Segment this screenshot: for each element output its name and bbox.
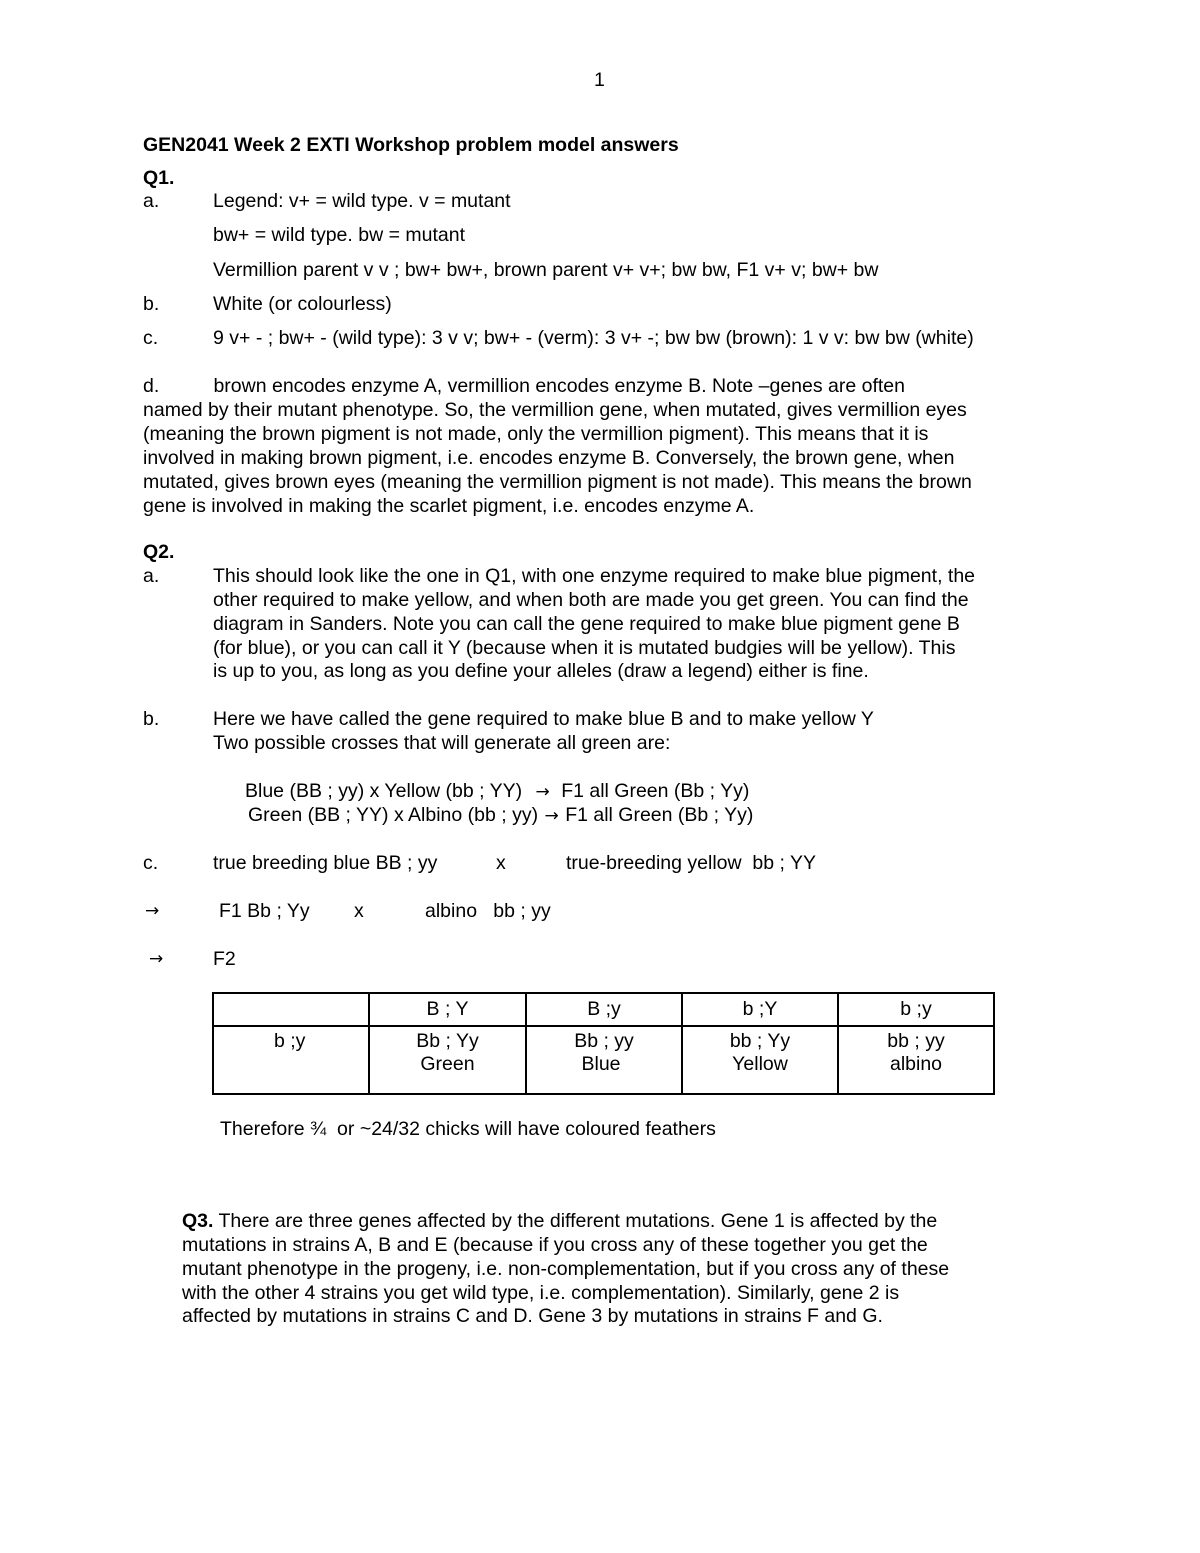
q2-heading: Q2.: [143, 541, 175, 563]
cell-genotype: bb ; Yy: [729, 1030, 791, 1052]
q2-b-line2: Two possible crosses that will generate all green are:: [213, 732, 671, 754]
cell-phenotype: Green: [420, 1053, 475, 1075]
q2-a-line: other required to make yellow, and when both are made you get green. You can find the: [213, 589, 969, 611]
table-row-label: b ;y: [213, 1026, 369, 1094]
q1-b-label: b.: [143, 293, 160, 315]
cell-genotype: bb ; yy: [887, 1030, 945, 1052]
table-cell: [682, 1026, 838, 1094]
table-header-cell: B ; Y: [369, 993, 526, 1026]
table-header-row: [213, 993, 994, 1026]
document-title: GEN2041 Week 2 EXTI Workshop problem model answers: [143, 134, 679, 156]
q1-c-label: c.: [143, 327, 159, 349]
q1-d-line: named by their mutant phenotype. So, the vermillion gene, when mutated, gives vermillion eyes: [143, 399, 967, 421]
q2-c-label: c.: [143, 852, 159, 874]
q1-heading: Q1.: [143, 167, 175, 189]
table-header-cell: [213, 993, 369, 1026]
q3-heading: Q3.: [182, 1210, 214, 1232]
table-header-cell: b ;Y: [682, 993, 838, 1026]
arrow-icon: →: [149, 949, 164, 969]
q2-b-line1: Here we have called the gene required to make blue B and to make yellow Y: [213, 708, 874, 730]
f1-cross-right: albino bb ; yy: [425, 900, 551, 922]
table-cell: [369, 1026, 526, 1094]
arrow-icon: →: [145, 901, 160, 921]
q2-a-line: is up to you, as long as you define your alleles (draw a legend) either is fine.: [213, 660, 869, 682]
q1-a-label: a.: [143, 190, 160, 212]
q1-d-line: gene is involved in making the scarlet pigment, i.e. encodes enzyme A.: [143, 495, 755, 517]
table-row: [213, 1026, 994, 1094]
cross-2-parents: Green (BB ; YY) x Albino (bb ; yy): [248, 804, 539, 826]
c-cross-right: true-breeding yellow bb ; YY: [566, 852, 817, 874]
cell-phenotype: Yellow: [732, 1053, 788, 1075]
q2-b-label: b.: [143, 708, 160, 730]
q2-a-line: (for blue), or you can call it Y (because when it is mutated budgies will be yellow). This: [213, 637, 956, 659]
q3-line: Q3. There are three genes affected by the different mutations. Gene 1 is affected by the: [182, 1210, 938, 1232]
q3-line: mutant phenotype in the progeny, i.e. non-complementation, but if you cross any of these: [182, 1258, 950, 1280]
cell-phenotype: Blue: [581, 1053, 621, 1075]
f2-label: F2: [213, 948, 236, 970]
q1-d-line: (meaning the brown pigment is not made, only the vermillion pigment). This means that it is: [143, 423, 929, 445]
c-cross-left: true breeding blue BB ; yy: [213, 852, 438, 874]
cell-genotype: Bb ; Yy: [416, 1030, 479, 1052]
q1-d-line: d. brown encodes enzyme A, vermillion encodes enzyme B. Note –genes are often: [143, 375, 905, 397]
table-header-cell: B ;y: [526, 993, 682, 1026]
arrow-icon: →: [544, 806, 559, 826]
page-number: 1: [594, 69, 605, 91]
f1-cross-x: x: [354, 900, 364, 922]
cross-1-result: F1 all Green (Bb ; Yy): [561, 780, 750, 802]
q1-d-line: mutated, gives brown eyes (meaning the vermillion pigment is not made). This means the brown: [143, 471, 972, 493]
q2-conclusion: Therefore ¾ or ~24/32 chicks will have coloured feathers: [220, 1118, 716, 1140]
f1-cross-left: F1 Bb ; Yy: [219, 900, 310, 922]
q1-a-line2: bw+ = wild type. bw = mutant: [213, 224, 466, 246]
cell-phenotype: albino: [889, 1053, 943, 1075]
q1-a-line3: Vermillion parent v v ; bw+ bw+, brown parent v+ v+; bw bw, F1 v+ v; bw+ bw: [213, 259, 879, 281]
q3-line: mutations in strains A, B and E (because if you cross any of these together you get the: [182, 1234, 928, 1256]
q1-b-text: White (or colourless): [213, 293, 392, 315]
table-header-cell: b ;y: [838, 993, 994, 1026]
q1-a-line1: Legend: v+ = wild type. v = mutant: [213, 190, 511, 212]
table-cell: [526, 1026, 682, 1094]
table-cell: [838, 1026, 994, 1094]
q3-line: affected by mutations in strains C and D. Gene 3 by mutations in strains F and G.: [182, 1305, 883, 1327]
cross-2: [248, 803, 753, 828]
q1-c-text: 9 v+ - ; bw+ - (wild type): 3 v v; bw+ - (verm): 3 v+ -; bw bw (brown): 1 v v: bw bw (white): [213, 327, 974, 349]
arrow-icon: →: [535, 782, 550, 802]
cross-2-result: F1 all Green (Bb ; Yy): [565, 804, 754, 826]
cell-genotype: Bb ; yy: [574, 1030, 634, 1052]
q2-a-label: a.: [143, 565, 160, 587]
q3-line: with the other 4 strains you get wild type, i.e. complementation). Similarly, gene 2 is: [182, 1282, 900, 1304]
q2-a-line: This should look like the one in Q1, with one enzyme required to make blue pigment, the: [213, 565, 976, 587]
cross-1-parents: Blue (BB ; yy) x Yellow (bb ; YY): [245, 780, 523, 802]
cross-1: [245, 779, 749, 804]
c-cross-x: x: [496, 852, 506, 874]
q1-d-line: involved in making brown pigment, i.e. encodes enzyme B. Conversely, the brown gene, when: [143, 447, 955, 469]
punnett-square: [212, 992, 995, 1095]
q2-a-line: diagram in Sanders. Note you can call the gene required to make blue pigment gene B: [213, 613, 960, 635]
